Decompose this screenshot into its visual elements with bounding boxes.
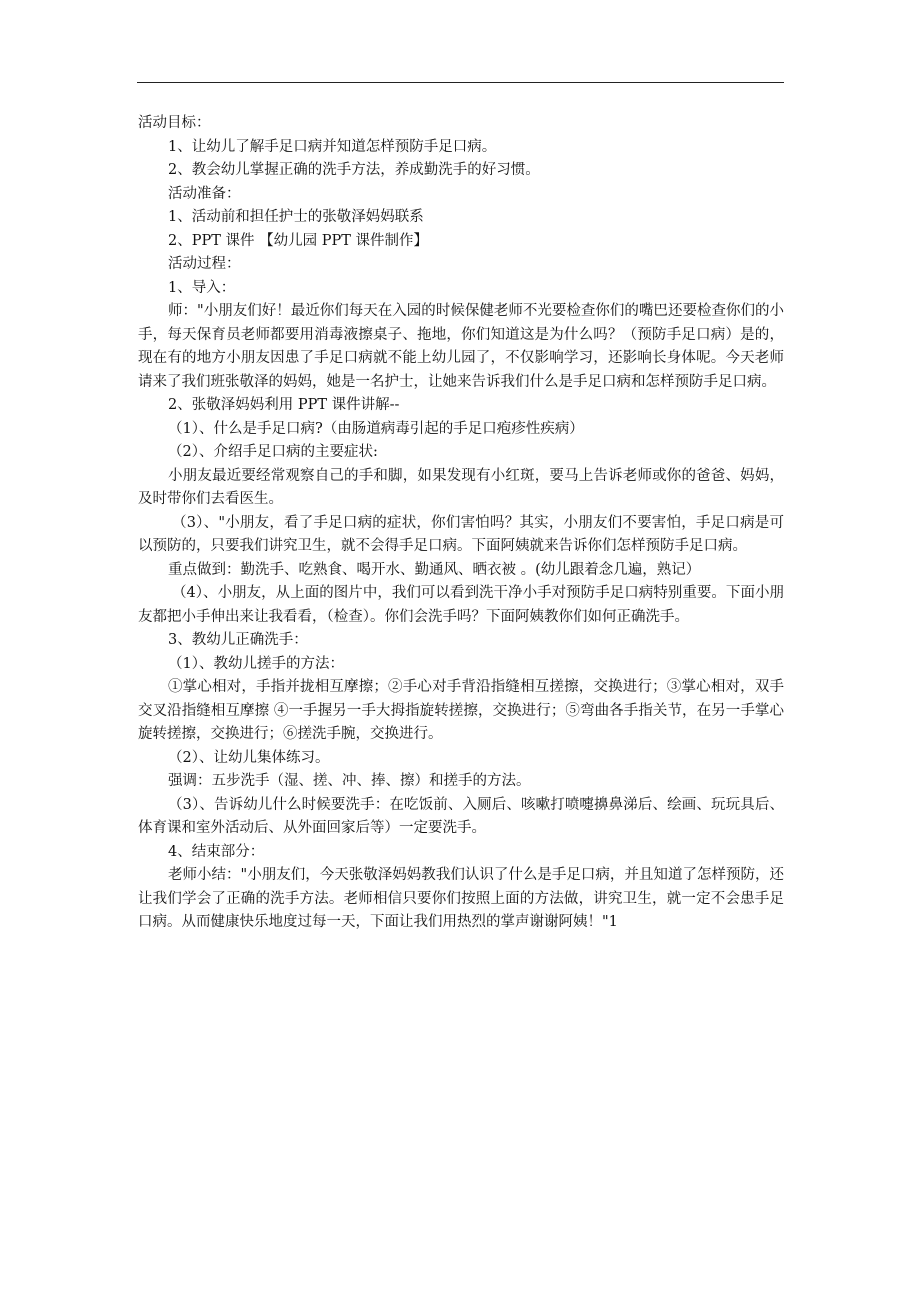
section-heading: 3、教幼儿正确洗手： (168, 632, 308, 648)
paragraph: ①掌心相对，手指并拢相互摩擦；②手心对手背沿指缝相互搓擦，交换进行；③掌心相对，双手交叉沿指缝相互摩擦 ④一手握另一手大拇指旋转搓擦，交换进行；⑤弯曲各手指关节，在另一手掌心旋转搓擦，交换进行；⑥搓洗手腕，交换进行。 (138, 679, 784, 742)
paragraph: 强调：五步洗手（湿、搓、冲、捧、擦）和搓手的方法。 (168, 773, 531, 789)
paragraph: （4）、小朋友，从上面的图片中，我们可以看到洗干净小手对预防手足口病特别重要。下面小朋友都把小手伸出来让我看看，（检查）。你们会洗手吗？下面阿姨教你们如何正确洗手。 (138, 585, 784, 625)
paragraph: 小朋友最近要经常观察自己的手和脚，如果发现有小红斑，要马上告诉老师或你的爸爸、妈妈，及时带你们去看医生。 (138, 467, 784, 507)
paragraph: 师："小朋友们好！最近你们每天在入园的时候保健老师不光要检查你们的嘴巴还要检查你们的小手，每天保育员老师都要用消毒液擦桌子、拖地，你们知道这是为什么吗？（预防手足口病）是的，现在有的地方小朋友因患了手足口病就不能上幼儿园了，不仅影响学习，还影响长身体呢。今天老师请来了我们班张敬泽的妈妈，她是一名护士，让她来告诉我们什么是手足口病和怎样预防手足口病。 (138, 303, 784, 390)
section-heading: 2、张敬泽妈妈利用 PPT 课件讲解-- (168, 397, 400, 413)
header-rule (137, 82, 784, 83)
paragraph: 老师小结："小朋友们，今天张敬泽妈妈教我们认识了什么是手足口病，并且知道了怎样预防，还让我们学会了正确的洗手方法。老师相信只要你们按照上面的方法做，讲究卫生，就一定不会患手足口病。从而健康快乐地度过每一天，下面让我们用热烈的掌声谢谢阿姨！"1 (138, 867, 784, 930)
preparation-item: 1、活动前和担任护士的张敬泽妈妈联系 (168, 209, 424, 225)
paragraph: （3）、"小朋友，看了手足口病的症状，你们害怕吗？其实，小朋友们不要害怕，手足口病是可以预防的，只要我们讲究卫生，就不会得手足口病。下面阿姨就来告诉你们怎样预防手足口病。 (138, 514, 784, 554)
heading-preparation: 活动准备： (168, 185, 241, 202)
sub-item: （1）、教幼儿搓手的方法： (168, 655, 344, 672)
sub-item: （2）、介绍手足口病的主要症状: (168, 444, 378, 460)
section-heading: 1、导入： (168, 279, 236, 296)
section-heading: 4、结束部分： (168, 843, 265, 860)
objective-item: 1、让幼儿了解手足口病并知道怎样预防手足口病。 (168, 138, 497, 155)
heading-objectives: 活动目标： (138, 115, 211, 131)
preparation-item: 2、PPT 课件 【幼儿园 PPT 课件制作】 (168, 232, 429, 249)
sub-item: （2）、让幼儿集体练习。 (168, 749, 330, 766)
paragraph: （3）、告诉幼儿什么时候要洗手：在吃饭前、入厕后、咳嗽打喷嚏擤鼻涕后、绘画、玩玩具后、体育课和室外活动后、从外面回家后等）一定要洗手。 (138, 796, 784, 836)
document-body (138, 112, 784, 935)
objective-item: 2、教会幼儿掌握正确的洗手方法，养成勤洗手的好习惯。 (168, 162, 540, 178)
heading-process: 活动过程： (168, 256, 241, 272)
paragraph: 重点做到：勤洗手、吃熟食、喝开水、勤通风、晒衣被 。(幼儿跟着念几遍，熟记） (168, 561, 701, 578)
sub-item: （1）、什么是手足口病?（由肠道病毒引起的手足口疱疹性疾病） (168, 420, 584, 437)
